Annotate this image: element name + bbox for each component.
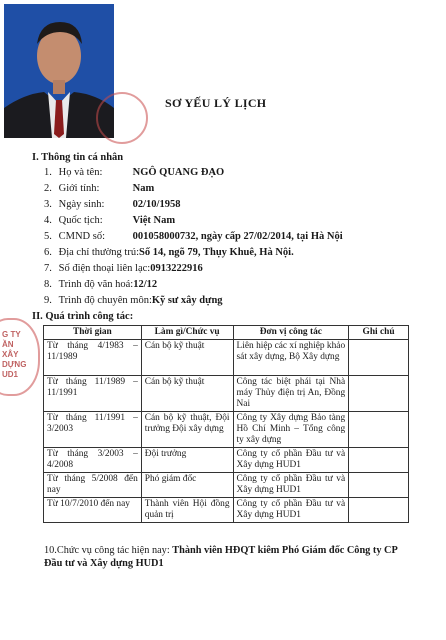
cell-employer: Công tác biệt phái tại Nhà máy Thủy điện trị An, Đồng Nai (233, 376, 349, 412)
cell-employer: Công ty cổ phần Đầu tư và Xây dựng HUD1 (233, 448, 349, 473)
table-row (44, 448, 409, 473)
field-address: 6. Địa chỉ thường trú:Số 14, ngõ 79, Thụy Khuê, Hà Nội. (44, 247, 294, 258)
field-birthdate: 3. Ngày sinh: 02/10/1958 (44, 199, 181, 210)
cell-period: Từ 10/7/2010 đến nay (44, 498, 142, 523)
col-header-employer: Đơn vị công tác (233, 326, 349, 340)
cell-position: Đội trưởng (141, 448, 233, 473)
cell-period: Từ tháng 5/2008 đến nay (44, 473, 142, 498)
cell-notes (349, 473, 409, 498)
table-row (44, 340, 409, 376)
table-row (44, 376, 409, 412)
current-position (44, 544, 404, 570)
red-seal-top (96, 92, 148, 144)
cell-notes (349, 376, 409, 412)
field-gender: 2. Giới tính: Nam (44, 183, 155, 194)
cell-employer: Công ty cổ phần Đầu tư và Xây dựng HUD1 (233, 498, 349, 523)
field-education: 8. Trình độ văn hoá:12/12 (44, 279, 158, 290)
cell-position: Cán bộ kỹ thuật, Đội trưởng Đội xây dựng (141, 412, 233, 448)
field-full-name: 1. Họ và tên: NGÔ QUANG ĐẠO (44, 167, 225, 178)
cell-notes (349, 412, 409, 448)
col-header-position: Làm gì/Chức vụ (141, 326, 233, 340)
cell-period: Từ tháng 11/1991 – 3/2003 (44, 412, 142, 448)
cell-position: Phó giám đốc (141, 473, 233, 498)
table-row (44, 473, 409, 498)
current-position-value: Thành viên HĐQT kiêm Phó Giám đốc Công ty CP Đầu tư và Xây dựng HUD1 (44, 545, 398, 569)
career-table (43, 325, 409, 523)
cell-period: Từ tháng 4/1983 – 11/1989 (44, 340, 142, 376)
field-phone: 7. Số điện thoại liên lạc:0913222916 (44, 263, 203, 274)
cell-position: Thành viên Hội đồng quản trị (141, 498, 233, 523)
cell-notes (349, 340, 409, 376)
table-row (44, 412, 409, 448)
document-title: SƠ YẾU LÝ LỊCH (165, 96, 267, 110)
table-header-row (44, 326, 409, 340)
cell-position: Cán bộ kỹ thuật (141, 340, 233, 376)
cell-position: Cán bộ kỹ thuật (141, 376, 233, 412)
table-row (44, 498, 409, 523)
seal-lettering: G TY ẦN XÂY DỰNG UD1 (2, 330, 27, 379)
cell-period: Từ tháng 3/2003 – 4/2008 (44, 448, 142, 473)
cell-employer: Công ty cổ phần Đầu tư và Xây dựng HUD1 (233, 473, 349, 498)
cell-notes (349, 448, 409, 473)
section-career-heading: II. Quá trình công tác: (32, 311, 134, 322)
cell-notes (349, 498, 409, 523)
col-header-notes: Ghi chú (349, 326, 409, 340)
col-header-period: Thời gian (44, 326, 142, 340)
field-id-number: 5. CMND số: 001058000732, ngày cấp 27/02/2014, tại Hà Nội (44, 231, 343, 242)
cell-employer: Liên hiệp các xí nghiệp khảo sát xây dựng, Bộ Xây dựng (233, 340, 349, 376)
field-qualification: 9. Trình độ chuyên môn:Kỹ sư xây dựng (44, 295, 223, 306)
field-nationality: 4. Quốc tịch: Việt Nam (44, 215, 176, 226)
cell-employer: Công ty Xây dựng Bảo tàng Hồ Chí Minh – Tổng công ty xây dựng (233, 412, 349, 448)
cell-period: Từ tháng 11/1989 – 11/1991 (44, 376, 142, 412)
section-personal-heading: I. Thông tin cá nhân (32, 152, 124, 163)
current-position-label: 10.Chức vụ công tác hiện nay: (44, 545, 173, 556)
